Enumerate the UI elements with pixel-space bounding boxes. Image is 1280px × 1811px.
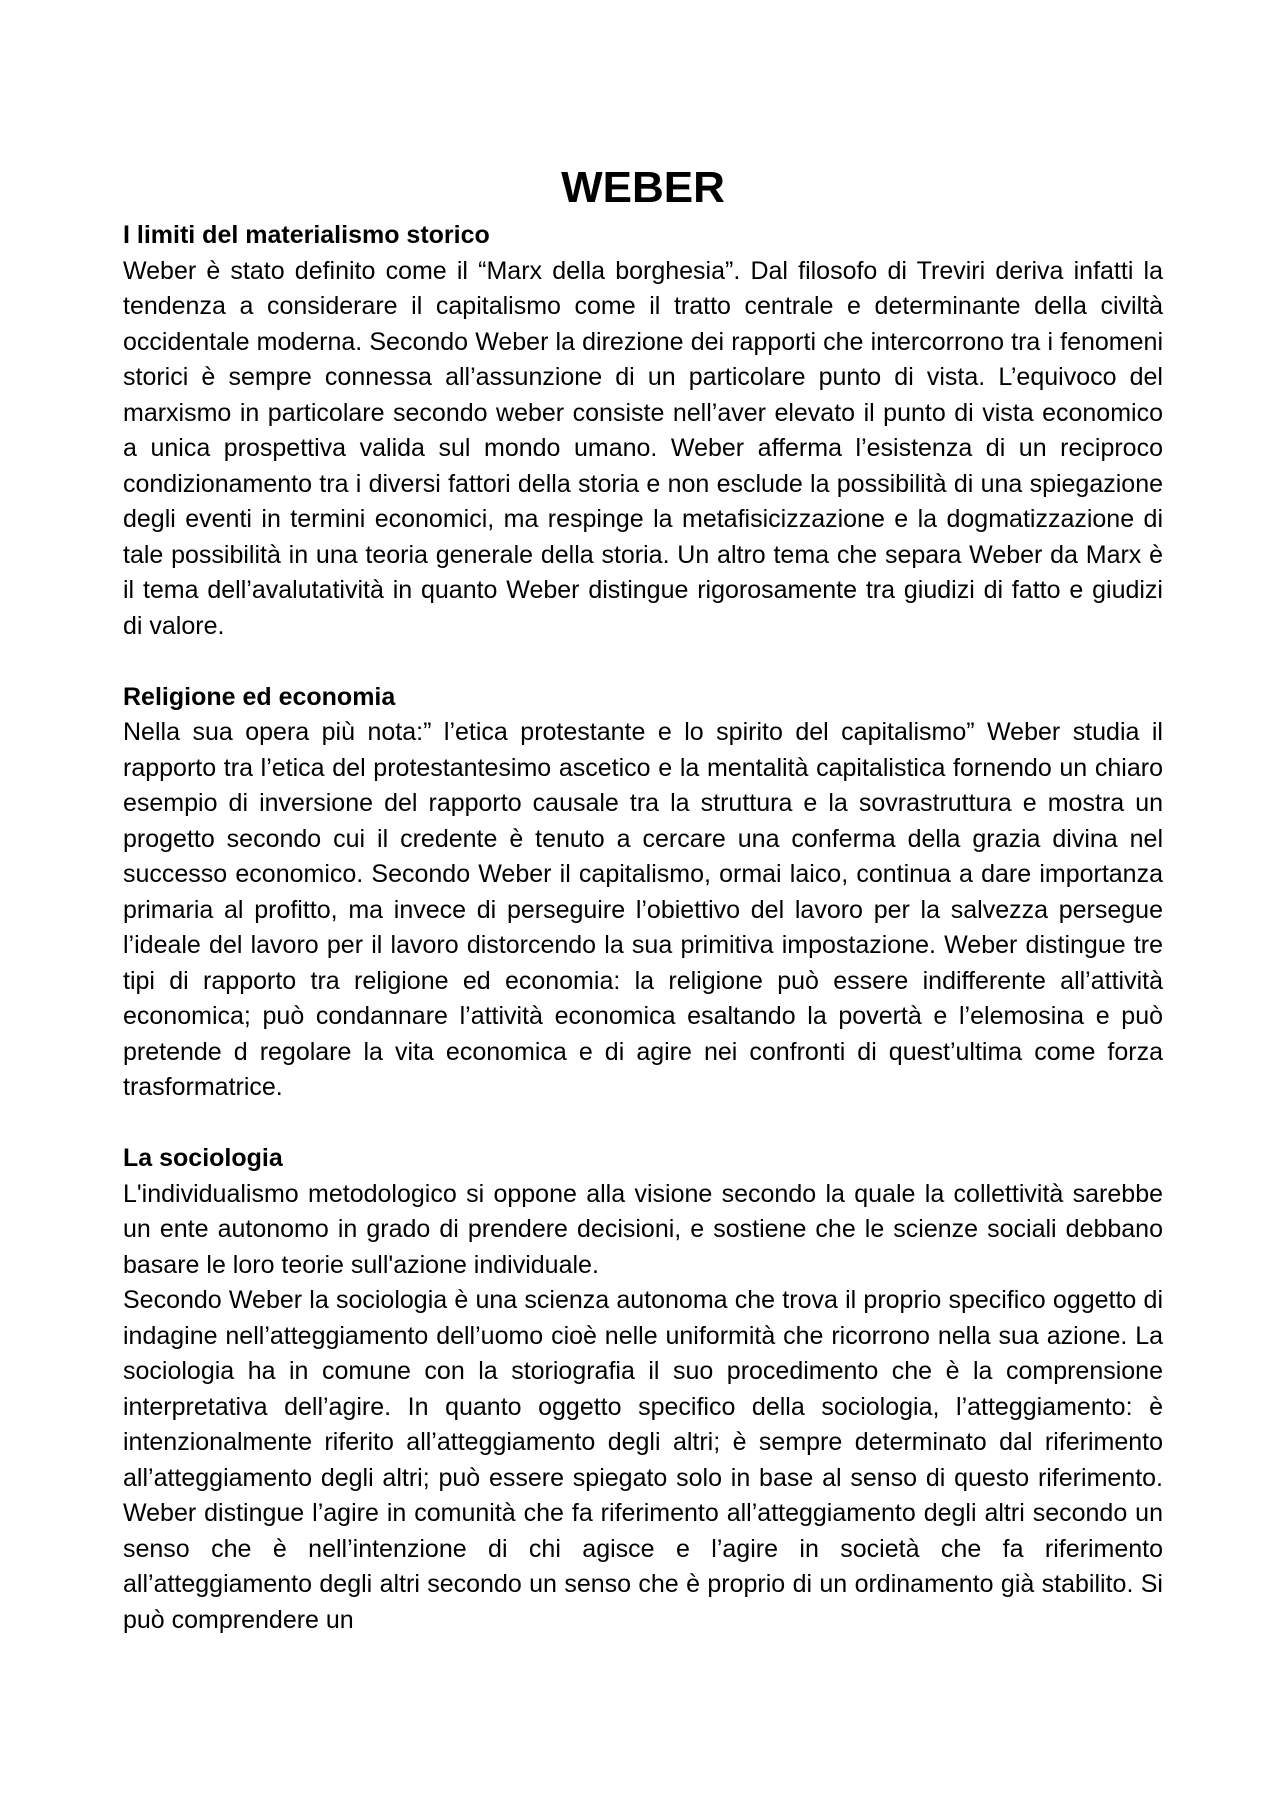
section-heading: I limiti del materialismo storico xyxy=(123,221,490,249)
section-religione-economia xyxy=(123,680,1163,1106)
paragraph: Secondo Weber la sociologia è una scienza autonoma che trova il proprio specifico oggetto di indagine nell’atteggiamento dell’uomo cioè nelle uniformità che ricorrono nella sua azione. La sociologia ha in comune con la storiografia il suo procedimento che è la comprensione interpretativa dell’agire. In quanto oggetto specifico della sociologia, l’atteggiamento: è intenzionalmente riferito all’atteggiamento degli altri; è sempre determinato dal riferimento all’atteggiamento degli altri; può essere spiegato solo in base al senso di questo riferimento. Weber distingue l’agire in comunità che fa riferimento all’atteggiamento degli altri secondo un senso che è nell’intenzione di chi agisce e l’agire in società che fa riferimento all’atteggiamento degli altri secondo un senso che è proprio di un ordinamento già stabilito. Si può comprendere un xyxy=(123,1286,1163,1634)
section-materialismo-storico xyxy=(123,218,1163,644)
paragraph: L'individualismo metodologico si oppone alla visione secondo la quale la collettività sarebbe un ente autonomo in grado di prendere decisioni, e sostiene che le scienze sociali debbano basare le loro teorie sull'azione individuale. xyxy=(123,1179,1163,1279)
section-heading: La sociologia xyxy=(123,1144,283,1172)
document-title: WEBER xyxy=(561,163,725,212)
document-page xyxy=(123,160,1163,1638)
paragraph: Weber è stato definito come il “Marx della borghesia”. Dal filosofo di Treviri deriva infatti la tendenza a considerare il capitalismo come il tratto centrale e determinante della civiltà occidentale moderna. Secondo Weber la direzione dei rapporti che intercorrono tra i fenomeni storici è sempre connessa all’assunzione di un particolare punto di vista. L’equivoco del marxismo in particolare secondo weber consiste nell’aver elevato il punto di vista economico a unica prospettiva valida sul mondo umano. Weber afferma l’esistenza di un reciproco condizionamento tra i diversi fattori della storia e non esclude la possibilità di una spiegazione degli eventi in termini economici, ma respinge la metafisicizzazione e la dogmatizzazione di tale possibilità in una teoria generale della storia. Un altro tema che separa Weber da Marx è il tema dell’avalutatività in quanto Weber distingue rigorosamente tra giudizi di fatto e giudizi di valore. xyxy=(123,256,1163,640)
section-sociologia xyxy=(123,1141,1163,1638)
section-heading: Religione ed economia xyxy=(123,682,396,711)
paragraph: Nella sua opera più nota:” l’etica protestante e lo spirito del capitalismo” Weber studia il rapporto tra l’etica del protestantesimo ascetico e la mentalità capitalistica fornendo un chiaro esempio di inversione del rapporto causale tra la struttura e la sovrastruttura e mostra un progetto secondo cui il credente è tenuto a cercare una conferma della grazia divina nel successo economico. Secondo Weber il capitalismo, ormai laico, continua a dare importanza primaria al profitto, ma invece di perseguire l’obiettivo del lavoro per la salvezza persegue l’ideale del lavoro per il lavoro distorcendo la sua primitiva impostazione. Weber distingue tre tipi di rapporto tra religione ed economia: la religione può essere indifferente all’attività economica; può condannare l’attività economica esaltando la povertà e l’elemosina e può pretende d regolare la vita economica e di agire nei confronti di quest’ultima come forza trasformatrice. xyxy=(123,718,1163,1101)
